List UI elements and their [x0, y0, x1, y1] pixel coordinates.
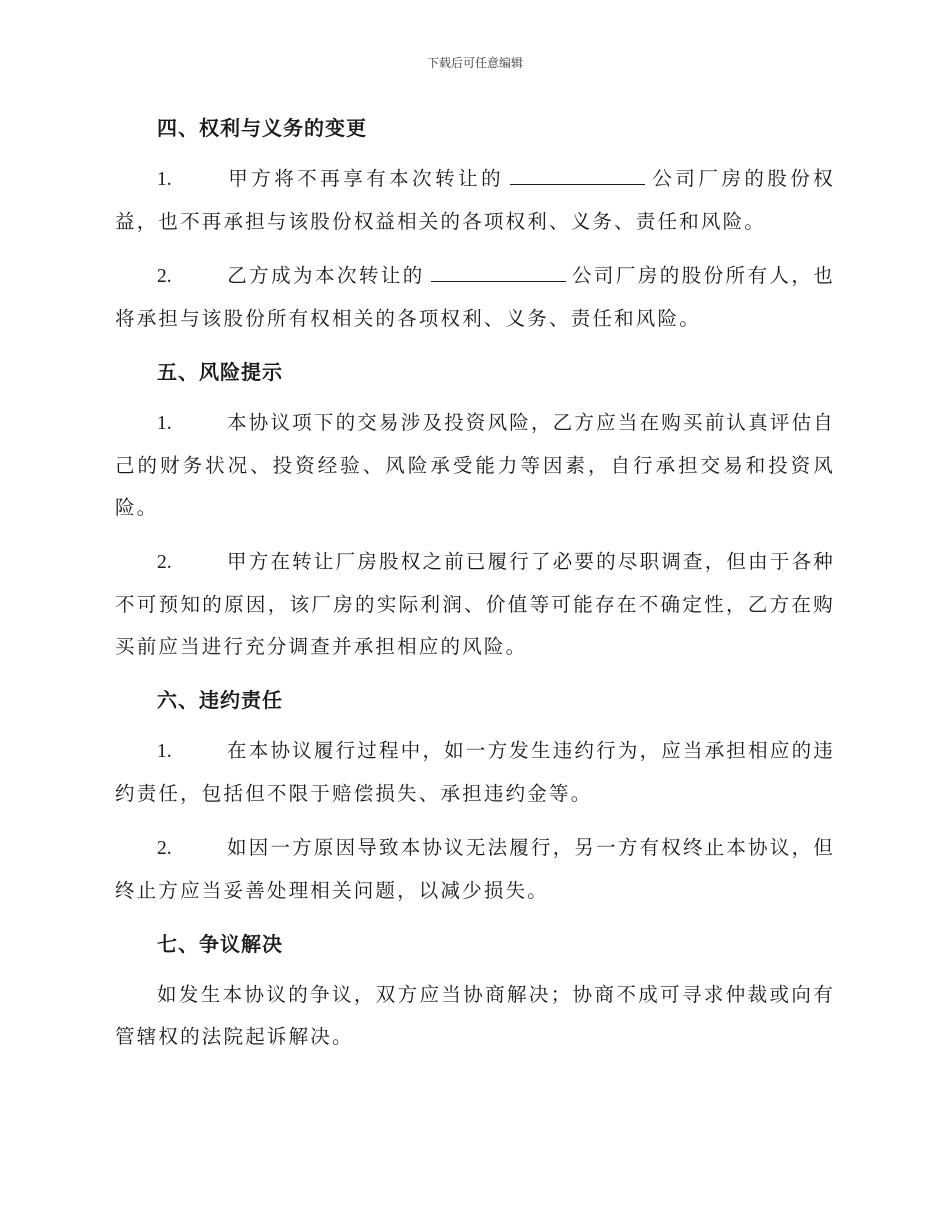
clause-4-2 [115, 255, 835, 340]
clause-text: 本协议项下的交易涉及投资风险，乙方应当在购买前认真评估自己的财务状况、投资经验、风险承受能力等因素，自行承担交易和投资风险。 [115, 411, 835, 519]
clause-number: 1. [157, 413, 172, 434]
clause-number: 1. [157, 169, 172, 190]
section-heading-breach-liability: 六、违约责任 [157, 688, 283, 712]
clause-text-after-blank: 公司厂房的股份权益，也不再承担与该股份权益相关的各项权利、义务、责任和风险。 [115, 167, 835, 233]
clause-number: 2. [157, 266, 172, 287]
clause-6-1 [115, 730, 835, 815]
clause-text-before-blank: 甲方将不再享有本次转让的 [227, 167, 505, 190]
fill-in-blank [510, 166, 645, 185]
document-body [115, 108, 835, 1070]
clause-text: 如发生本协议的争议，双方应当协商解决；协商不成可寻求仲裁或向有管辖权的法院起诉解决。 [115, 983, 835, 1048]
clause-5-2 [115, 541, 835, 668]
section-heading-rights-obligations: 四、权利与义务的变更 [157, 116, 367, 140]
clause-text-after-blank: 公司厂房的股份所有人，也将承担与该股份所有权相关的各项权利、义务、责任和风险。 [115, 264, 835, 330]
section-heading-dispute-resolution: 七、争议解决 [157, 932, 283, 956]
section-heading-risk-notice: 五、风险提示 [157, 360, 283, 384]
clause-4-1 [115, 158, 835, 243]
clause-text-before-blank: 乙方成为本次转让的 [227, 264, 425, 287]
clause-text: 甲方在转让厂房股权之前已履行了必要的尽职调查，但由于各种不可预知的原因，该厂房的实际利润、价值等可能存在不确定性，乙方在购买前应当进行充分调查并承担相应的风险。 [115, 550, 835, 658]
clause-number: 2. [157, 552, 172, 573]
clause-text: 如因一方原因导致本协议无法履行，另一方有权终止本协议，但终止方应当妥善处理相关问题，以减少损失。 [115, 836, 835, 902]
clause-number: 2. [157, 838, 172, 859]
clause-5-1 [115, 402, 835, 529]
clause-7 [115, 974, 835, 1058]
clause-text: 在本协议履行过程中，如一方发生违约行为，应当承担相应的违约责任，包括但不限于赔偿损失、承担违约金等。 [115, 739, 835, 805]
page-header: 下载后可任意编辑 [426, 56, 523, 70]
clause-6-2 [115, 827, 835, 912]
fill-in-blank [431, 263, 566, 282]
clause-number: 1. [157, 741, 172, 762]
